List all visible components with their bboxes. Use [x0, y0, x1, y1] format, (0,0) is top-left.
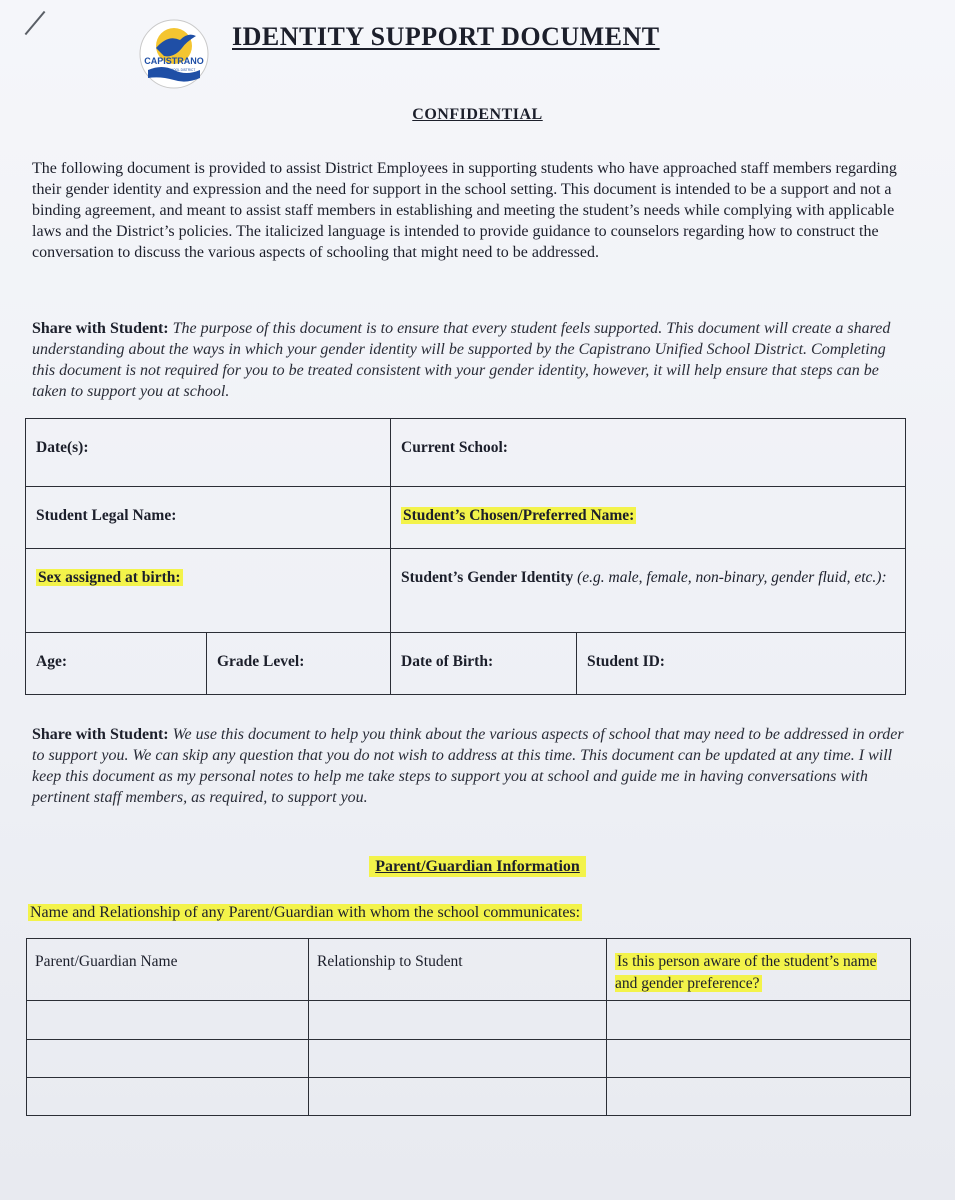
share-text-2: We use this document to help you think about the various aspects of school that may need to be addressed in order to support you. We can skip any question that you do not wish to address at this time. This document can be updated at any time. I will keep this document as my personal notes to help me take steps to support you at school and guide me in having conversations with pertinent staff members, as required, to support you. [32, 726, 904, 806]
parent-name-cell[interactable] [27, 1001, 309, 1039]
relationship-cell[interactable] [309, 1077, 607, 1115]
student-info-table [25, 418, 906, 695]
confidential-heading: CONFIDENTIAL [412, 106, 543, 123]
table-row [27, 1001, 911, 1039]
page-title: IDENTITY SUPPORT DOCUMENT [232, 22, 660, 51]
share-label-1: Share with Student: [32, 320, 169, 337]
chosen-name-field[interactable]: Student’s Chosen/Preferred Name: [391, 487, 906, 549]
gender-identity-field[interactable]: Student’s Gender Identity (e.g. male, female, non-binary, gender fluid, etc.): [391, 549, 906, 633]
district-logo [138, 18, 210, 90]
share-text-1: The purpose of this document is to ensure that every student feels supported. This document will create a shared understanding about the ways in which your gender identity will be supported by the Capistrano Unified School District. Completing this document is not required for you to be treated consistent with your gender identity, however, it will help ensure that steps can be taken to support you at school. [32, 320, 891, 400]
age-field[interactable]: Age: [26, 633, 207, 695]
parent-name-cell[interactable] [27, 1077, 309, 1115]
table-row [27, 1077, 911, 1115]
date-of-birth-field[interactable]: Date of Birth: [391, 633, 577, 695]
legal-name-field[interactable]: Student Legal Name: [26, 487, 391, 549]
student-id-field[interactable]: Student ID: [577, 633, 906, 695]
intro-paragraph: The following document is provided to assist District Employees in supporting students who have approached staff members regarding their gender identity and expression and the need for support in the school setting. This document is intended to be a support and not a binding agreement, and meant to assist staff members in establishing and meeting the student’s needs while complying with applicable laws and the District’s policies. The italicized language is intended to provide guidance to counselors regarding how to construct the conversation to discuss the various aspects of schooling that might need to be addressed. [32, 160, 897, 261]
parent-guardian-table [26, 938, 911, 1116]
sex-at-birth-field[interactable]: Sex assigned at birth: [26, 549, 391, 633]
current-school-field[interactable]: Current School: [391, 419, 906, 487]
parent-name-cell[interactable] [27, 1039, 309, 1077]
col-relationship: Relationship to Student [309, 939, 607, 1001]
pen-mark [25, 11, 46, 35]
relationship-cell[interactable] [309, 1039, 607, 1077]
share-with-student-2 [32, 724, 912, 808]
awareness-cell[interactable] [607, 1001, 911, 1039]
col-awareness: Is this person aware of the student’s name and gender preference? [607, 939, 911, 1001]
awareness-cell[interactable] [607, 1077, 911, 1115]
logo-text: CAPISTRANO [144, 56, 204, 66]
awareness-cell[interactable] [607, 1039, 911, 1077]
parent-guardian-heading: Parent/Guardian Information [0, 858, 955, 876]
col-parent-name: Parent/Guardian Name [27, 939, 309, 1001]
share-label-2: Share with Student: [32, 726, 169, 743]
dates-field[interactable]: Date(s): [26, 419, 391, 487]
share-with-student-1 [32, 318, 912, 402]
table-row [27, 1039, 911, 1077]
parent-guardian-question: Name and Relationship of any Parent/Guardian with whom the school communicates: [30, 904, 581, 921]
grade-level-field[interactable]: Grade Level: [207, 633, 391, 695]
logo-subtext: UNIFIED SCHOOL DISTRICT [152, 68, 196, 72]
relationship-cell[interactable] [309, 1001, 607, 1039]
